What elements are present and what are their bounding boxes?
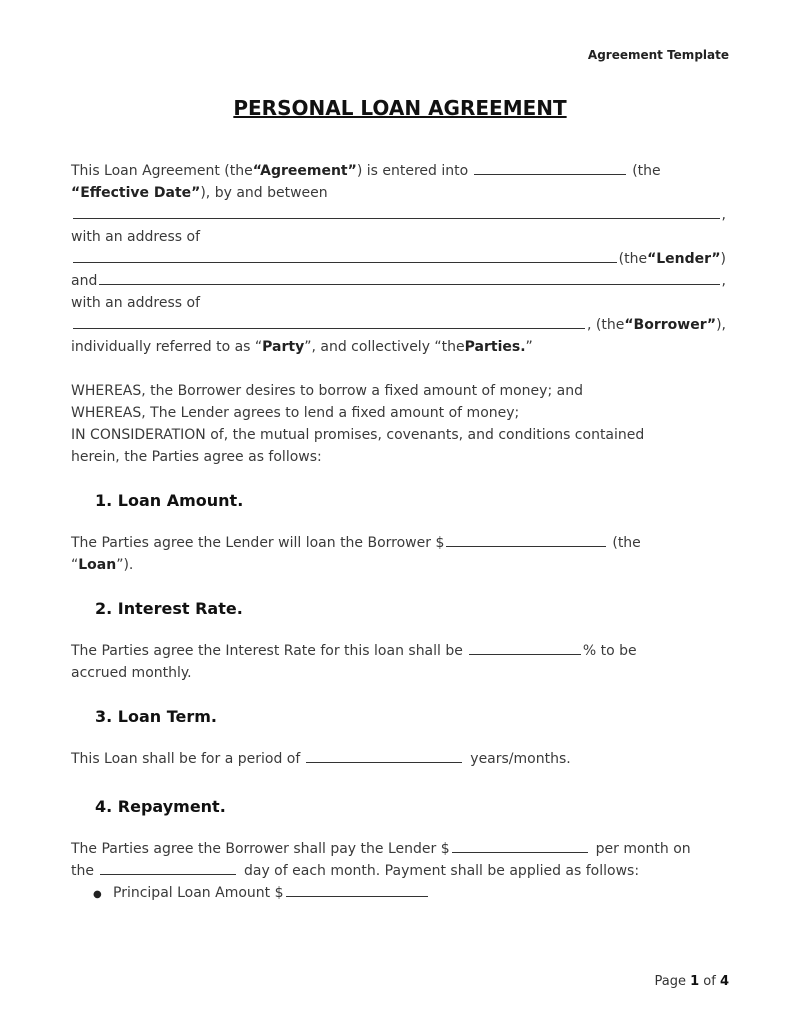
effective-date-blank[interactable] — [474, 160, 626, 175]
borrower-name-blank[interactable] — [99, 270, 719, 285]
section-heading-loan-term: 3. Loan Term. — [95, 707, 218, 726]
intro-line-5: (the “Lender” ) — [71, 248, 726, 270]
header-label: Agreement Template — [587, 48, 729, 62]
intro-line-7: with an address of — [71, 295, 201, 311]
intro-line-4: with an address of — [71, 229, 201, 245]
bullet-icon: ● — [93, 889, 102, 900]
section-3-line-1: This Loan shall be for a period of years/months. — [71, 748, 726, 770]
intro-line-1: This Loan Agreement (the “Agreement” ) is entered into (the — [71, 160, 726, 182]
recital-line: herein, the Parties agree as follows: — [71, 449, 322, 465]
intro-line-3: , — [71, 204, 726, 226]
lender-address-blank[interactable] — [73, 248, 617, 263]
intro-line-9: individually referred to as “ Party ”, and collectively “the Parties. ” — [71, 339, 533, 355]
lender-name-blank[interactable] — [73, 204, 720, 219]
monthly-payment-blank[interactable] — [452, 838, 588, 853]
recital-line: IN CONSIDERATION of, the mutual promises, covenants, and conditions contained — [71, 427, 645, 443]
section-2-line-2: accrued monthly. — [71, 665, 192, 681]
section-heading-interest-rate: 2. Interest Rate. — [95, 599, 243, 618]
intro-line-6: and , — [71, 270, 726, 292]
recital-line: WHEREAS, the Borrower desires to borrow a fixed amount of money; and — [71, 383, 583, 399]
section-1-line-1: The Parties agree the Lender will loan the Borrower $ (the — [71, 532, 726, 554]
document-body — [71, 160, 726, 904]
recital-line: WHEREAS, The Lender agrees to lend a fixed amount of money; — [71, 405, 520, 421]
intro-line-8: , (the “Borrower” ), — [71, 314, 726, 336]
section-4-line-1: The Parties agree the Borrower shall pay the Lender $ per month on — [71, 838, 726, 860]
payment-day-blank[interactable] — [100, 860, 236, 875]
document-title: PERSONAL LOAN AGREEMENT — [233, 96, 567, 120]
list-item: ● Principal Loan Amount $ — [93, 882, 726, 904]
page-number: Page 1 of 4 — [654, 974, 729, 989]
section-heading-repayment: 4. Repayment. — [95, 797, 226, 816]
section-1-line-2: “ Loan ”). — [71, 557, 134, 573]
intro-line-2: “Effective Date” ), by and between — [71, 185, 328, 201]
section-2-line-1: The Parties agree the Interest Rate for this loan shall be % to be — [71, 640, 726, 662]
section-heading-loan-amount: 1. Loan Amount. — [95, 491, 244, 510]
principal-amount-blank[interactable] — [286, 882, 428, 897]
section-4-line-2: the day of each month. Payment shall be applied as follows: — [71, 860, 726, 882]
loan-term-blank[interactable] — [306, 748, 462, 763]
loan-amount-blank[interactable] — [446, 532, 606, 547]
interest-rate-blank[interactable] — [469, 640, 581, 655]
borrower-address-blank[interactable] — [73, 314, 585, 329]
